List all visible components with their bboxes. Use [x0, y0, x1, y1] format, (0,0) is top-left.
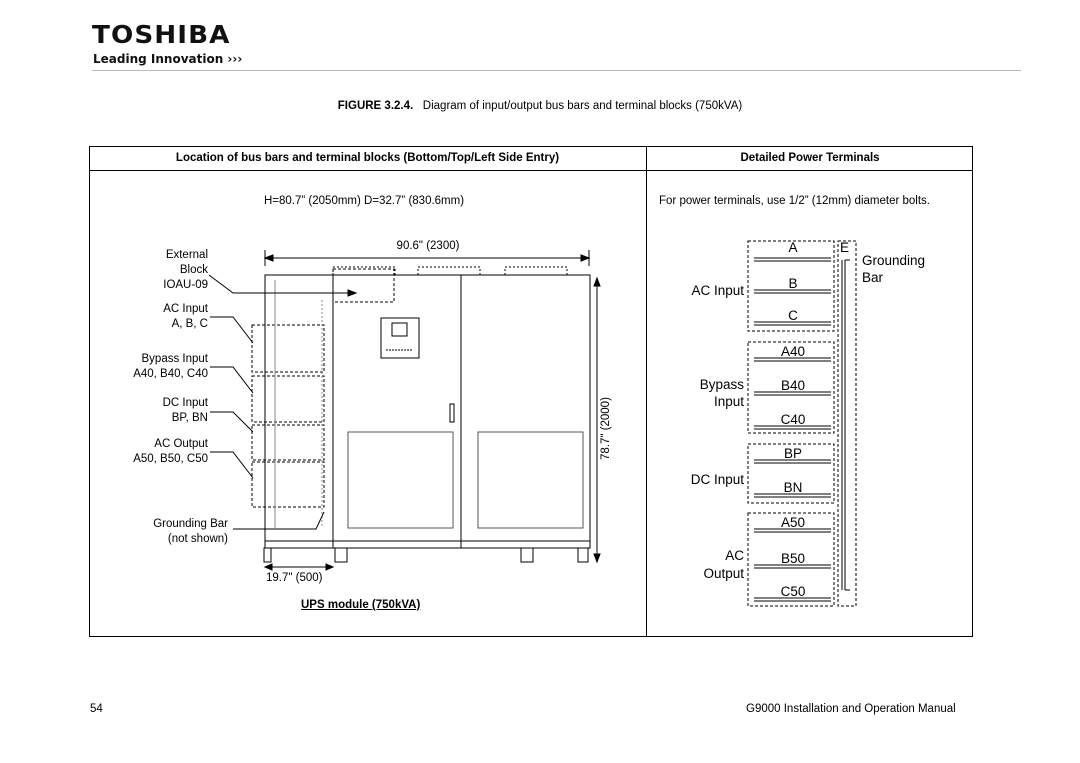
- terminal-a40: A40: [780, 344, 806, 359]
- terminal-a50: A50: [780, 515, 806, 530]
- left-column-header: Location of bus bars and terminal blocks (Bottom/Top/Left Side Entry): [175, 152, 560, 164]
- terminal-e: E: [840, 240, 850, 255]
- ac-output-group-label-2: Output: [703, 566, 744, 581]
- cabinet-dimensions: H=80.7” (2050mm) D=32.7” (830.6mm): [264, 195, 465, 207]
- figure-caption-text: Diagram of input/output bus bars and terminal blocks (750kVA): [422, 100, 743, 112]
- page-number: 54: [90, 703, 103, 715]
- grounding-label-1: Grounding Bar: [153, 518, 228, 530]
- terminal-b40: B40: [780, 378, 806, 393]
- ac-input-label-1: AC Input: [163, 303, 208, 315]
- bypass-group-label-2: Input: [713, 394, 744, 409]
- ground-bar: [842, 260, 850, 590]
- module-label: UPS module (750kVA): [301, 599, 421, 611]
- external-label-1: External: [165, 249, 208, 261]
- terminal-bn: BN: [783, 480, 803, 495]
- manual-title: G9000 Installation and Operation Manual: [746, 703, 956, 715]
- dc-group-label: DC Input: [690, 472, 744, 487]
- tagline: Leading Innovation ›››: [93, 52, 243, 66]
- ground-group-outline: [838, 241, 856, 606]
- figure-number: FIGURE 3.2.4.: [337, 100, 414, 112]
- toshiba-logo: TOSHIBA: [92, 20, 231, 49]
- ac-input-group-label: AC Input: [691, 283, 744, 298]
- width-dimension-label: 90.6" (2300): [396, 240, 460, 252]
- terminal-b50: B50: [780, 551, 806, 566]
- height-dimension-label: 78.7" (2000): [600, 397, 612, 460]
- base-dimension-label: 19.7" (500): [266, 572, 323, 584]
- dc-label-2: BP, BN: [171, 412, 208, 424]
- right-column-header: Detailed Power Terminals: [740, 152, 880, 164]
- ac-output-label-2: A50, B50, C50: [133, 453, 208, 465]
- grounding-bar-label-2: Bar: [862, 270, 884, 285]
- terminal-b: B: [788, 276, 798, 291]
- bypass-group-label-1: Bypass: [699, 377, 744, 392]
- terminal-note: For power terminals, use 1/2” (12mm) diameter bolts.: [659, 195, 930, 207]
- ac-input-label-2: A, B, C: [171, 318, 208, 330]
- dc-label-1: DC Input: [162, 397, 208, 409]
- terminal-bp: BP: [783, 446, 802, 461]
- grounding-bar-label-1: Grounding: [862, 253, 926, 268]
- bypass-label-2: A40, B40, C40: [133, 368, 208, 380]
- external-label-2: Block: [179, 264, 208, 276]
- terminal-c50: C50: [780, 584, 806, 599]
- ac-output-group-label-1: AC: [725, 548, 744, 563]
- external-label-3: IOAU-09: [163, 279, 208, 291]
- ac-output-label-1: AC Output: [154, 438, 208, 450]
- bypass-label-1: Bypass Input: [141, 353, 208, 365]
- grounding-label-2: (not shown): [167, 533, 228, 545]
- terminal-c40: C40: [780, 412, 806, 427]
- terminal-c: C: [788, 308, 798, 323]
- terminal-a: A: [788, 240, 798, 255]
